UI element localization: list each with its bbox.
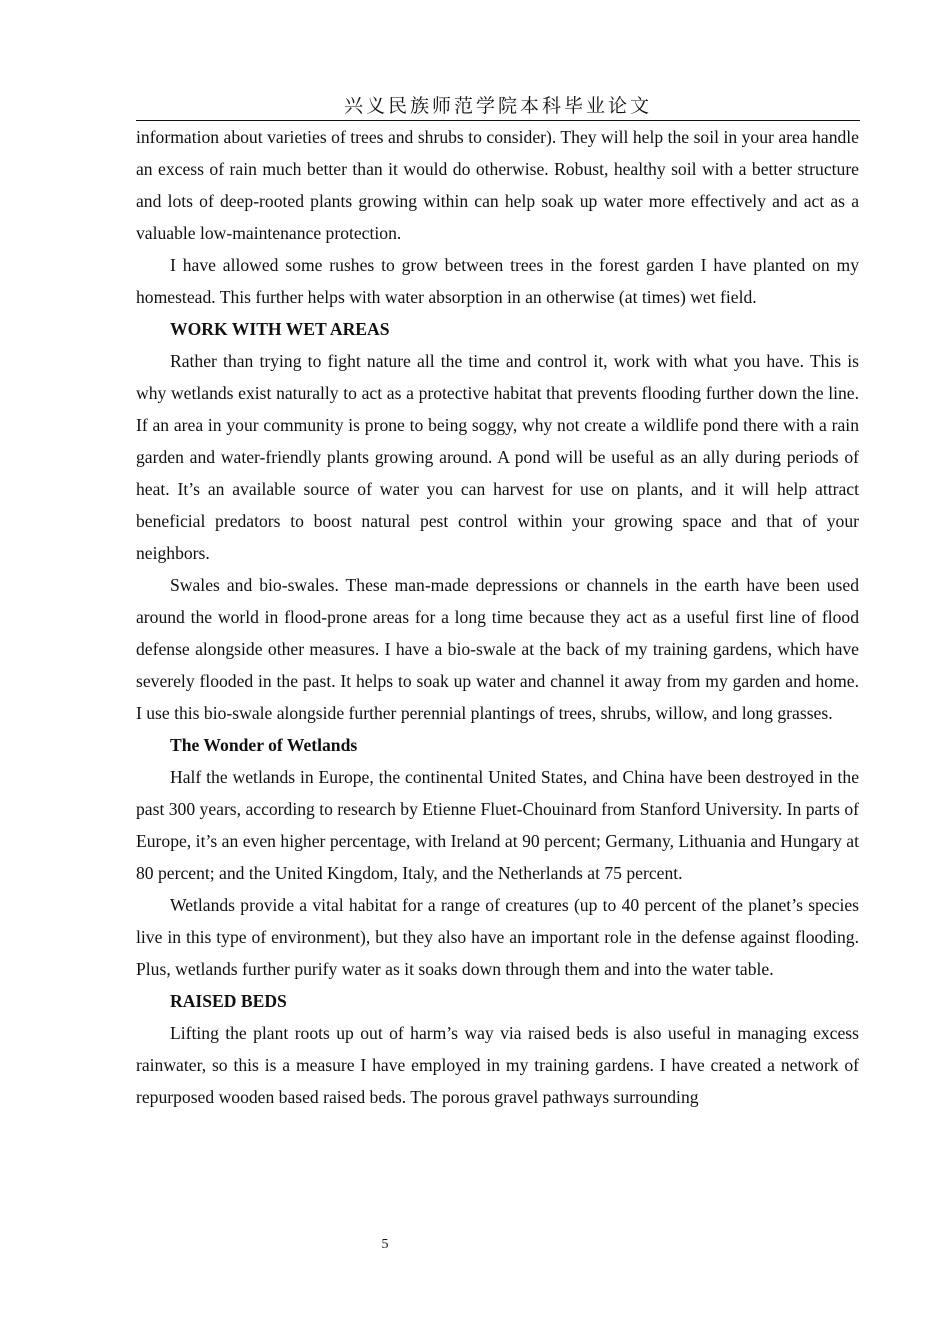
- document-body: [136, 121, 859, 1113]
- section-heading-wetlands: The Wonder of Wetlands: [170, 735, 358, 755]
- page-header-title: 兴义民族师范学院本科毕业论文: [343, 95, 652, 117]
- paragraph-continuation: information about varieties of trees and shrubs to consider). They will help the soil in your area handle an excess of rain much better than it would do otherwise. Robust, healthy soil with a better structure and lots of deep-rooted plants growing within can help soak up water more effectively and act as a valuable low-maintenance protection.: [136, 127, 859, 243]
- page-number: 5: [381, 1237, 389, 1252]
- paragraph-wet-areas: Rather than trying to fight nature all the time and control it, work with what you have. This is why wetlands exist naturally to act as a protective habitat that prevents flooding further down the line. If an area in your community is prone to being soggy, why not create a wildlife pond there with a rain garden and water-friendly plants growing around. A pond will be useful as an ally during periods of heat. It’s an available source of water you can harvest for use on plants, and it will help attract beneficial predators to boost natural pest control within your growing space and that of your neighbors.: [136, 351, 859, 563]
- section-heading-raised-beds: RAISED BEDS: [170, 991, 287, 1011]
- paragraph-swales: Swales and bio-swales. These man-made depressions or channels in the earth have been used around the world in flood-prone areas for a long time because they act as a useful first line of flood defense alongside other measures. I have a bio-swale at the back of my training gardens, which have severely flooded in the past. It helps to soak up water and channel it away from my garden and home. I use this bio-swale alongside further perennial plantings of trees, shrubs, willow, and long grasses.: [136, 575, 859, 723]
- section-heading-wet-areas: WORK WITH WET AREAS: [170, 319, 390, 339]
- paragraph-rushes: I have allowed some rushes to grow between trees in the forest garden I have planted on my homestead. This further helps with water absorption in an otherwise (at times) wet field.: [136, 255, 859, 307]
- paragraph-wetlands-loss: Half the wetlands in Europe, the continental United States, and China have been destroyed in the past 300 years, according to research by Etienne Fluet-Chouinard from Stanford University. In parts of Europe, it’s an even higher percentage, with Ireland at 90 percent; Germany, Lithuania and Hungary at 80 percent; and the United Kingdom, Italy, and the Netherlands at 75 percent.: [136, 767, 859, 883]
- paragraph-raised-beds: Lifting the plant roots up out of harm’s way via raised beds is also useful in managing excess rainwater, so this is a measure I have employed in my training gardens. I have created a network of repurposed wooden based raised beds. The porous gravel pathways surrounding: [136, 1023, 859, 1107]
- paragraph-wetlands-habitat: Wetlands provide a vital habitat for a range of creatures (up to 40 percent of the planet’s species live in this type of environment), but they also have an important role in the defense against flooding. Plus, wetlands further purify water as it soaks down through them and into the water table.: [136, 895, 859, 979]
